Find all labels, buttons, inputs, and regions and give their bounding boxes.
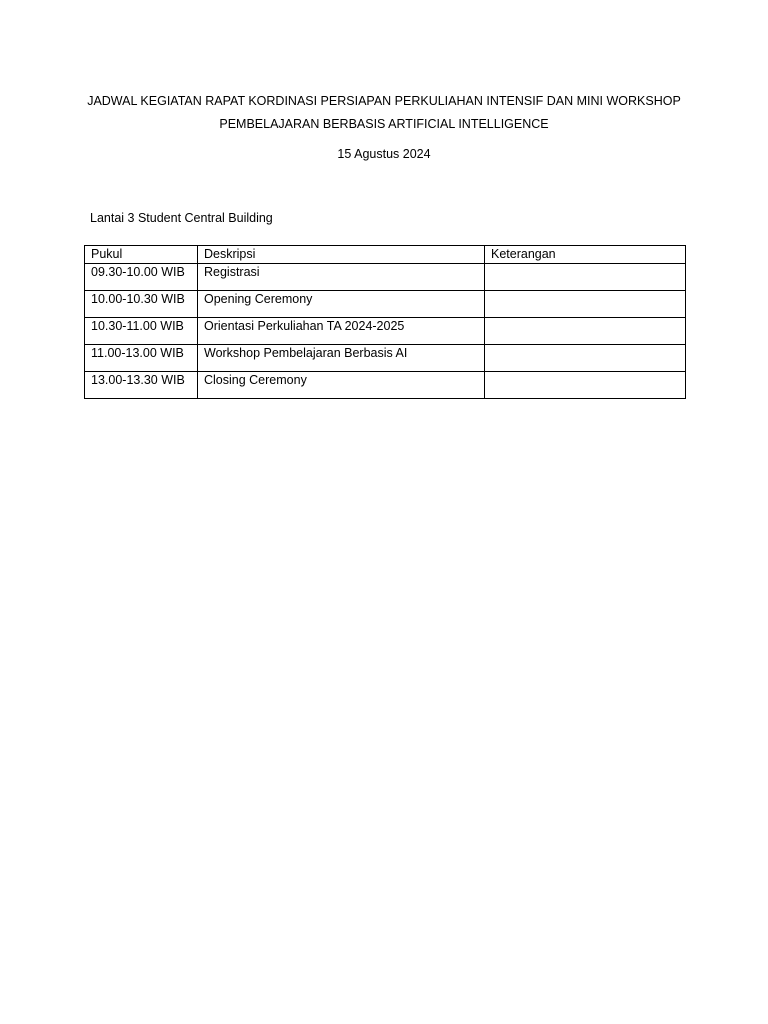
table-row xyxy=(85,345,686,372)
table-row xyxy=(85,264,686,291)
table-row xyxy=(85,291,686,318)
cell-keterangan xyxy=(485,345,686,372)
document-date: 15 Agustus 2024 xyxy=(337,147,431,161)
cell-deskripsi: Workshop Pembelajaran Berbasis AI xyxy=(198,345,485,372)
table-row xyxy=(85,372,686,399)
event-location: Lantai 3 Student Central Building xyxy=(90,211,273,225)
cell-deskripsi: Registrasi xyxy=(198,264,485,291)
cell-pukul: 10.00-10.30 WIB xyxy=(85,291,198,318)
cell-deskripsi: Opening Ceremony xyxy=(198,291,485,318)
cell-pukul: 13.00-13.30 WIB xyxy=(85,372,198,399)
cell-keterangan xyxy=(485,318,686,345)
cell-pukul: 09.30-10.00 WIB xyxy=(85,264,198,291)
cell-deskripsi: Orientasi Perkuliahan TA 2024-2025 xyxy=(198,318,485,345)
cell-deskripsi: Closing Ceremony xyxy=(198,372,485,399)
schedule-table xyxy=(84,245,686,399)
table-header-row xyxy=(85,246,686,264)
header-pukul: Pukul xyxy=(85,246,198,264)
cell-pukul: 10.30-11.00 WIB xyxy=(85,318,198,345)
cell-keterangan xyxy=(485,291,686,318)
header-deskripsi: Deskripsi xyxy=(198,246,485,264)
cell-keterangan xyxy=(485,264,686,291)
document-title xyxy=(0,90,768,136)
header-keterangan: Keterangan xyxy=(485,246,686,264)
cell-keterangan xyxy=(485,372,686,399)
title-line-1: JADWAL KEGIATAN RAPAT KORDINASI PERSIAPAN PERKULIAHAN INTENSIF DAN MINI WORKSHOP xyxy=(87,94,681,108)
table-row xyxy=(85,318,686,345)
title-line-2: PEMBELAJARAN BERBASIS ARTIFICIAL INTELLIGENCE xyxy=(219,117,549,131)
cell-pukul: 11.00-13.00 WIB xyxy=(85,345,198,372)
